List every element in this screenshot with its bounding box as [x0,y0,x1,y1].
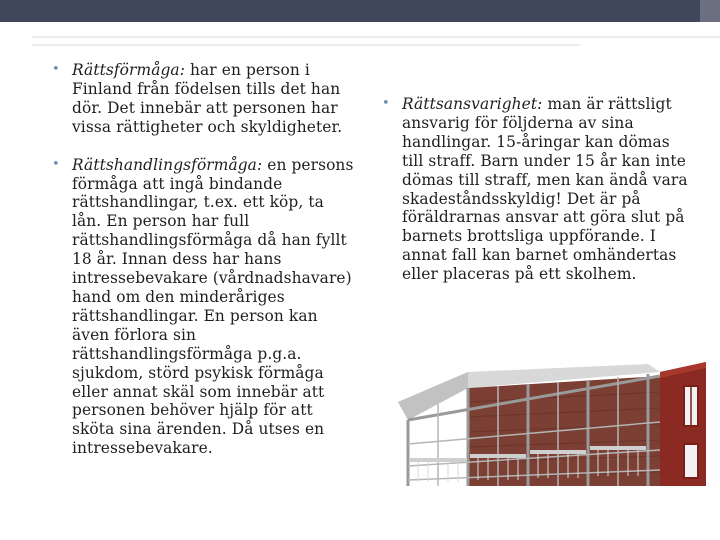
term-description: man är rättsligt ansvarig för följderna av sina handlingar. 15-åringar kan dömas till straff. Barn under 15 år kan inte dömas till straff, men kan ändå vara skadeståndsskyldig! Det är på föräldrarnas ansvar att göra slut på barnets brottsliga uppförande. I annat fall kan barnet omhändertas eller placeras på ett skolhem. [402,95,688,284]
bullet-dot: • [52,62,60,77]
bullet-rattsformaga [52,61,356,137]
term-description: en persons förmåga att ingå bindande rättshandlingar, t.ex. ett köp, ta lån. En person har full rättshandlingsförmåga då han fyllt 18 år. Innan dess har hans intressebevakare (vårdnadshavare) hand om den minderåriges rättshandlingar. En person kan även förlora sin rättshandlingsförmåga p.g.a. sjukdom, störd psykisk förmåga eller annat skäl som innebär att personen behöver hjälp för att sköta sina ärenden. Då utses en intressebevakare. [72,155,354,458]
term-label: Rättsförmåga: [72,61,185,79]
bullet-dot: • [382,96,390,111]
header-rule-long [32,36,720,38]
term-description: har en person i Finland från födelsen tills det han dör. Det innebär att personen har vissa rättigheter och skyldigheter. [72,61,343,136]
bullet-rattshandlingsformaga [52,156,356,459]
term-label: Rättsansvarighet: [402,95,543,113]
left-text-column [52,61,356,458]
header-rule-short [32,44,580,46]
bullet-dot: • [52,156,60,172]
fenced-facility-photo [398,362,706,486]
slide-header-bar [0,0,720,24]
header-edge [700,0,720,22]
term-label: Rättshandlingsförmåga: [72,155,263,174]
bullet-rattsansvarighet [382,95,692,284]
right-text-column [382,95,692,284]
header-band [0,0,700,22]
